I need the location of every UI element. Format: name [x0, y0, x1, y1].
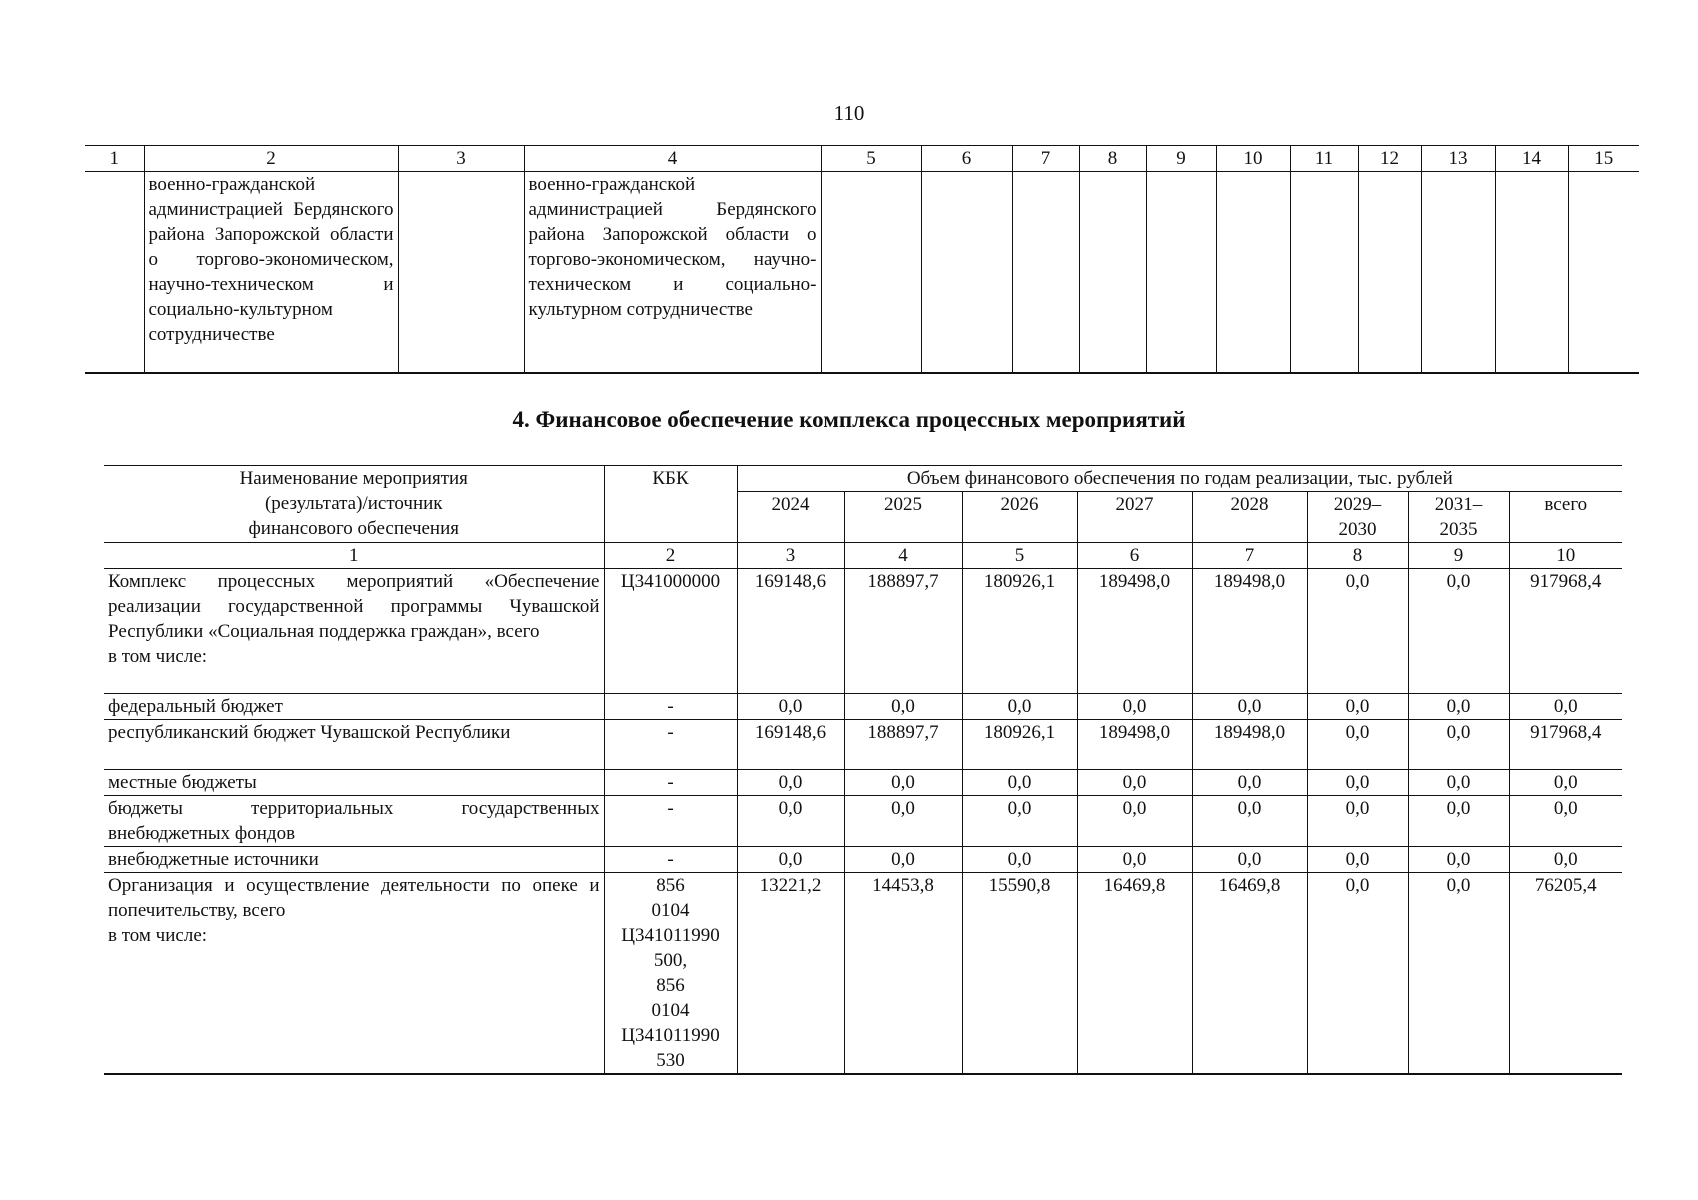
year: 2027	[1077, 492, 1192, 543]
col-number: 8	[1079, 146, 1146, 172]
col-number: 10	[1216, 146, 1290, 172]
row-kbk: -	[604, 847, 737, 873]
row-kbk: -	[604, 720, 737, 770]
value: 0,0	[1307, 847, 1408, 873]
kbk-line: 856	[656, 875, 685, 896]
row-kbk	[604, 873, 737, 1075]
year: 2025	[844, 492, 962, 543]
row-kbk: -	[604, 796, 737, 847]
col-number: 4	[844, 543, 962, 569]
value: 188897,7	[844, 720, 962, 770]
value: 0,0	[962, 770, 1077, 796]
kbk-line: 0104	[651, 1000, 690, 1021]
value: 0,0	[1408, 694, 1509, 720]
column-number-row	[104, 543, 1622, 569]
row-name: бюджеты территориальных государственных внебюджетных фондов	[104, 796, 604, 847]
value: 0,0	[1509, 694, 1622, 720]
continuation-table	[85, 145, 1639, 374]
col-number: 5	[821, 146, 921, 172]
value: 0,0	[1192, 694, 1307, 720]
value: 16469,8	[1077, 873, 1192, 1075]
table-row	[104, 873, 1622, 1075]
value: 13221,2	[737, 873, 844, 1075]
value: 0,0	[1307, 694, 1408, 720]
column-number-row	[85, 146, 1639, 172]
page-number: 110	[833, 101, 865, 125]
value: 0,0	[1509, 770, 1622, 796]
value: 0,0	[1077, 796, 1192, 847]
value: 0,0	[737, 796, 844, 847]
value: 0,0	[1408, 847, 1509, 873]
col-number: 10	[1509, 543, 1622, 569]
table-row	[104, 694, 1622, 720]
value: 0,0	[844, 796, 962, 847]
col-number: 5	[962, 543, 1077, 569]
year: 2028	[1192, 492, 1307, 543]
value: 0,0	[1192, 847, 1307, 873]
value: 0,0	[1408, 569, 1509, 694]
value: 180926,1	[962, 720, 1077, 770]
value: 0,0	[1307, 720, 1408, 770]
header-kbk: КБК	[604, 466, 737, 543]
kbk-line: Ц341011990	[621, 925, 720, 946]
value: 0,0	[1192, 770, 1307, 796]
table-row	[104, 796, 1622, 847]
value: 0,0	[737, 770, 844, 796]
value: 14453,8	[844, 873, 962, 1075]
value: 917968,4	[1509, 569, 1622, 694]
value: 169148,6	[737, 569, 844, 694]
value: 189498,0	[1192, 720, 1307, 770]
col-number: 14	[1495, 146, 1568, 172]
col-number: 4	[524, 146, 821, 172]
header-volume: Объем финансового обеспечения по годам реализации, тыс. рублей	[737, 466, 1622, 492]
col-number: 6	[1077, 543, 1192, 569]
value: 0,0	[1408, 720, 1509, 770]
col-number: 3	[398, 146, 524, 172]
kbk-line: 0104	[651, 900, 690, 921]
kbk-line: 530	[656, 1050, 685, 1071]
value: 0,0	[1509, 847, 1622, 873]
row-name: федеральный бюджет	[104, 694, 604, 720]
value: 0,0	[844, 847, 962, 873]
value: 188897,7	[844, 569, 962, 694]
kbk-line: 500,	[653, 950, 688, 971]
col-number: 7	[1192, 543, 1307, 569]
value: 189498,0	[1077, 569, 1192, 694]
value: 0,0	[1408, 873, 1509, 1075]
header-row	[104, 466, 1622, 492]
value: 189498,0	[1077, 720, 1192, 770]
table-row	[85, 172, 1639, 374]
row-name: Комплекс процессных мероприятий «Обеспечение реализации государственной программы Чувашской Республики «Социальная поддержка граждан», всего	[108, 571, 600, 642]
col-number: 8	[1307, 543, 1408, 569]
year: 2026	[962, 492, 1077, 543]
value: 0,0	[737, 847, 844, 873]
col-number: 7	[1012, 146, 1079, 172]
cell-text: военно-гражданской администрацией Бердянского района Запорожской области о торгово-экономическом, научно-техническом и социально-культурном сотрудничестве	[144, 172, 398, 374]
table-row	[104, 720, 1622, 770]
value: 0,0	[962, 694, 1077, 720]
value: 0,0	[1077, 770, 1192, 796]
row-kbk: -	[604, 770, 737, 796]
value: 0,0	[1408, 796, 1509, 847]
value: 0,0	[737, 694, 844, 720]
col-number: 9	[1146, 146, 1216, 172]
value: 0,0	[1192, 796, 1307, 847]
year: всего	[1509, 492, 1622, 543]
section-title: 4. Финансовое обеспечение комплекса процессных мероприятий	[512, 407, 1186, 432]
col-number: 6	[921, 146, 1012, 172]
row-name: Организация и осуществление деятельности по опеке и попечительству, всего	[108, 875, 600, 921]
table-row	[104, 770, 1622, 796]
col-number: 9	[1408, 543, 1509, 569]
value: 15590,8	[962, 873, 1077, 1075]
col-number: 3	[737, 543, 844, 569]
row-sub: в том числе:	[108, 925, 208, 946]
value: 0,0	[844, 694, 962, 720]
value: 0,0	[1408, 770, 1509, 796]
row-sub: в том числе:	[108, 646, 208, 667]
value: 0,0	[962, 796, 1077, 847]
value: 917968,4	[1509, 720, 1622, 770]
row-name: местные бюджеты	[104, 770, 604, 796]
col-number: 1	[85, 146, 144, 172]
kbk-line: Ц341011990	[621, 1025, 720, 1046]
finance-table	[104, 465, 1622, 1075]
col-number: 12	[1358, 146, 1421, 172]
value: 0,0	[1509, 796, 1622, 847]
value: 180926,1	[962, 569, 1077, 694]
row-name: республиканский бюджет Чувашской Республики	[104, 720, 604, 770]
col-number: 2	[604, 543, 737, 569]
value: 0,0	[1307, 569, 1408, 694]
year: 2031–2035	[1408, 492, 1509, 543]
row-kbk: -	[604, 694, 737, 720]
value: 0,0	[1307, 873, 1408, 1075]
year: 2029–2030	[1307, 492, 1408, 543]
kbk-line: 856	[656, 975, 685, 996]
value: 0,0	[844, 770, 962, 796]
row-kbk: Ц341000000	[604, 569, 737, 694]
value: 0,0	[1077, 847, 1192, 873]
col-number: 11	[1290, 146, 1358, 172]
value: 0,0	[1307, 770, 1408, 796]
value: 0,0	[962, 847, 1077, 873]
year: 2024	[737, 492, 844, 543]
value: 76205,4	[1509, 873, 1622, 1075]
table-row	[104, 569, 1622, 694]
col-number: 15	[1568, 146, 1639, 172]
value: 0,0	[1307, 796, 1408, 847]
value: 189498,0	[1192, 569, 1307, 694]
value: 16469,8	[1192, 873, 1307, 1075]
header-name: Наименование мероприятия (результата)/источник финансового обеспечения	[104, 466, 604, 543]
row-name: внебюджетные источники	[104, 847, 604, 873]
cell-text: военно-гражданской администрацией Бердянского района Запорожской области о торгово-экономическом, научно-техническом и социально-культурном сотрудничестве	[524, 172, 821, 374]
table-row	[104, 847, 1622, 873]
value: 169148,6	[737, 720, 844, 770]
value: 0,0	[1077, 694, 1192, 720]
col-number: 2	[144, 146, 398, 172]
col-number: 13	[1421, 146, 1495, 172]
col-number: 1	[104, 543, 604, 569]
